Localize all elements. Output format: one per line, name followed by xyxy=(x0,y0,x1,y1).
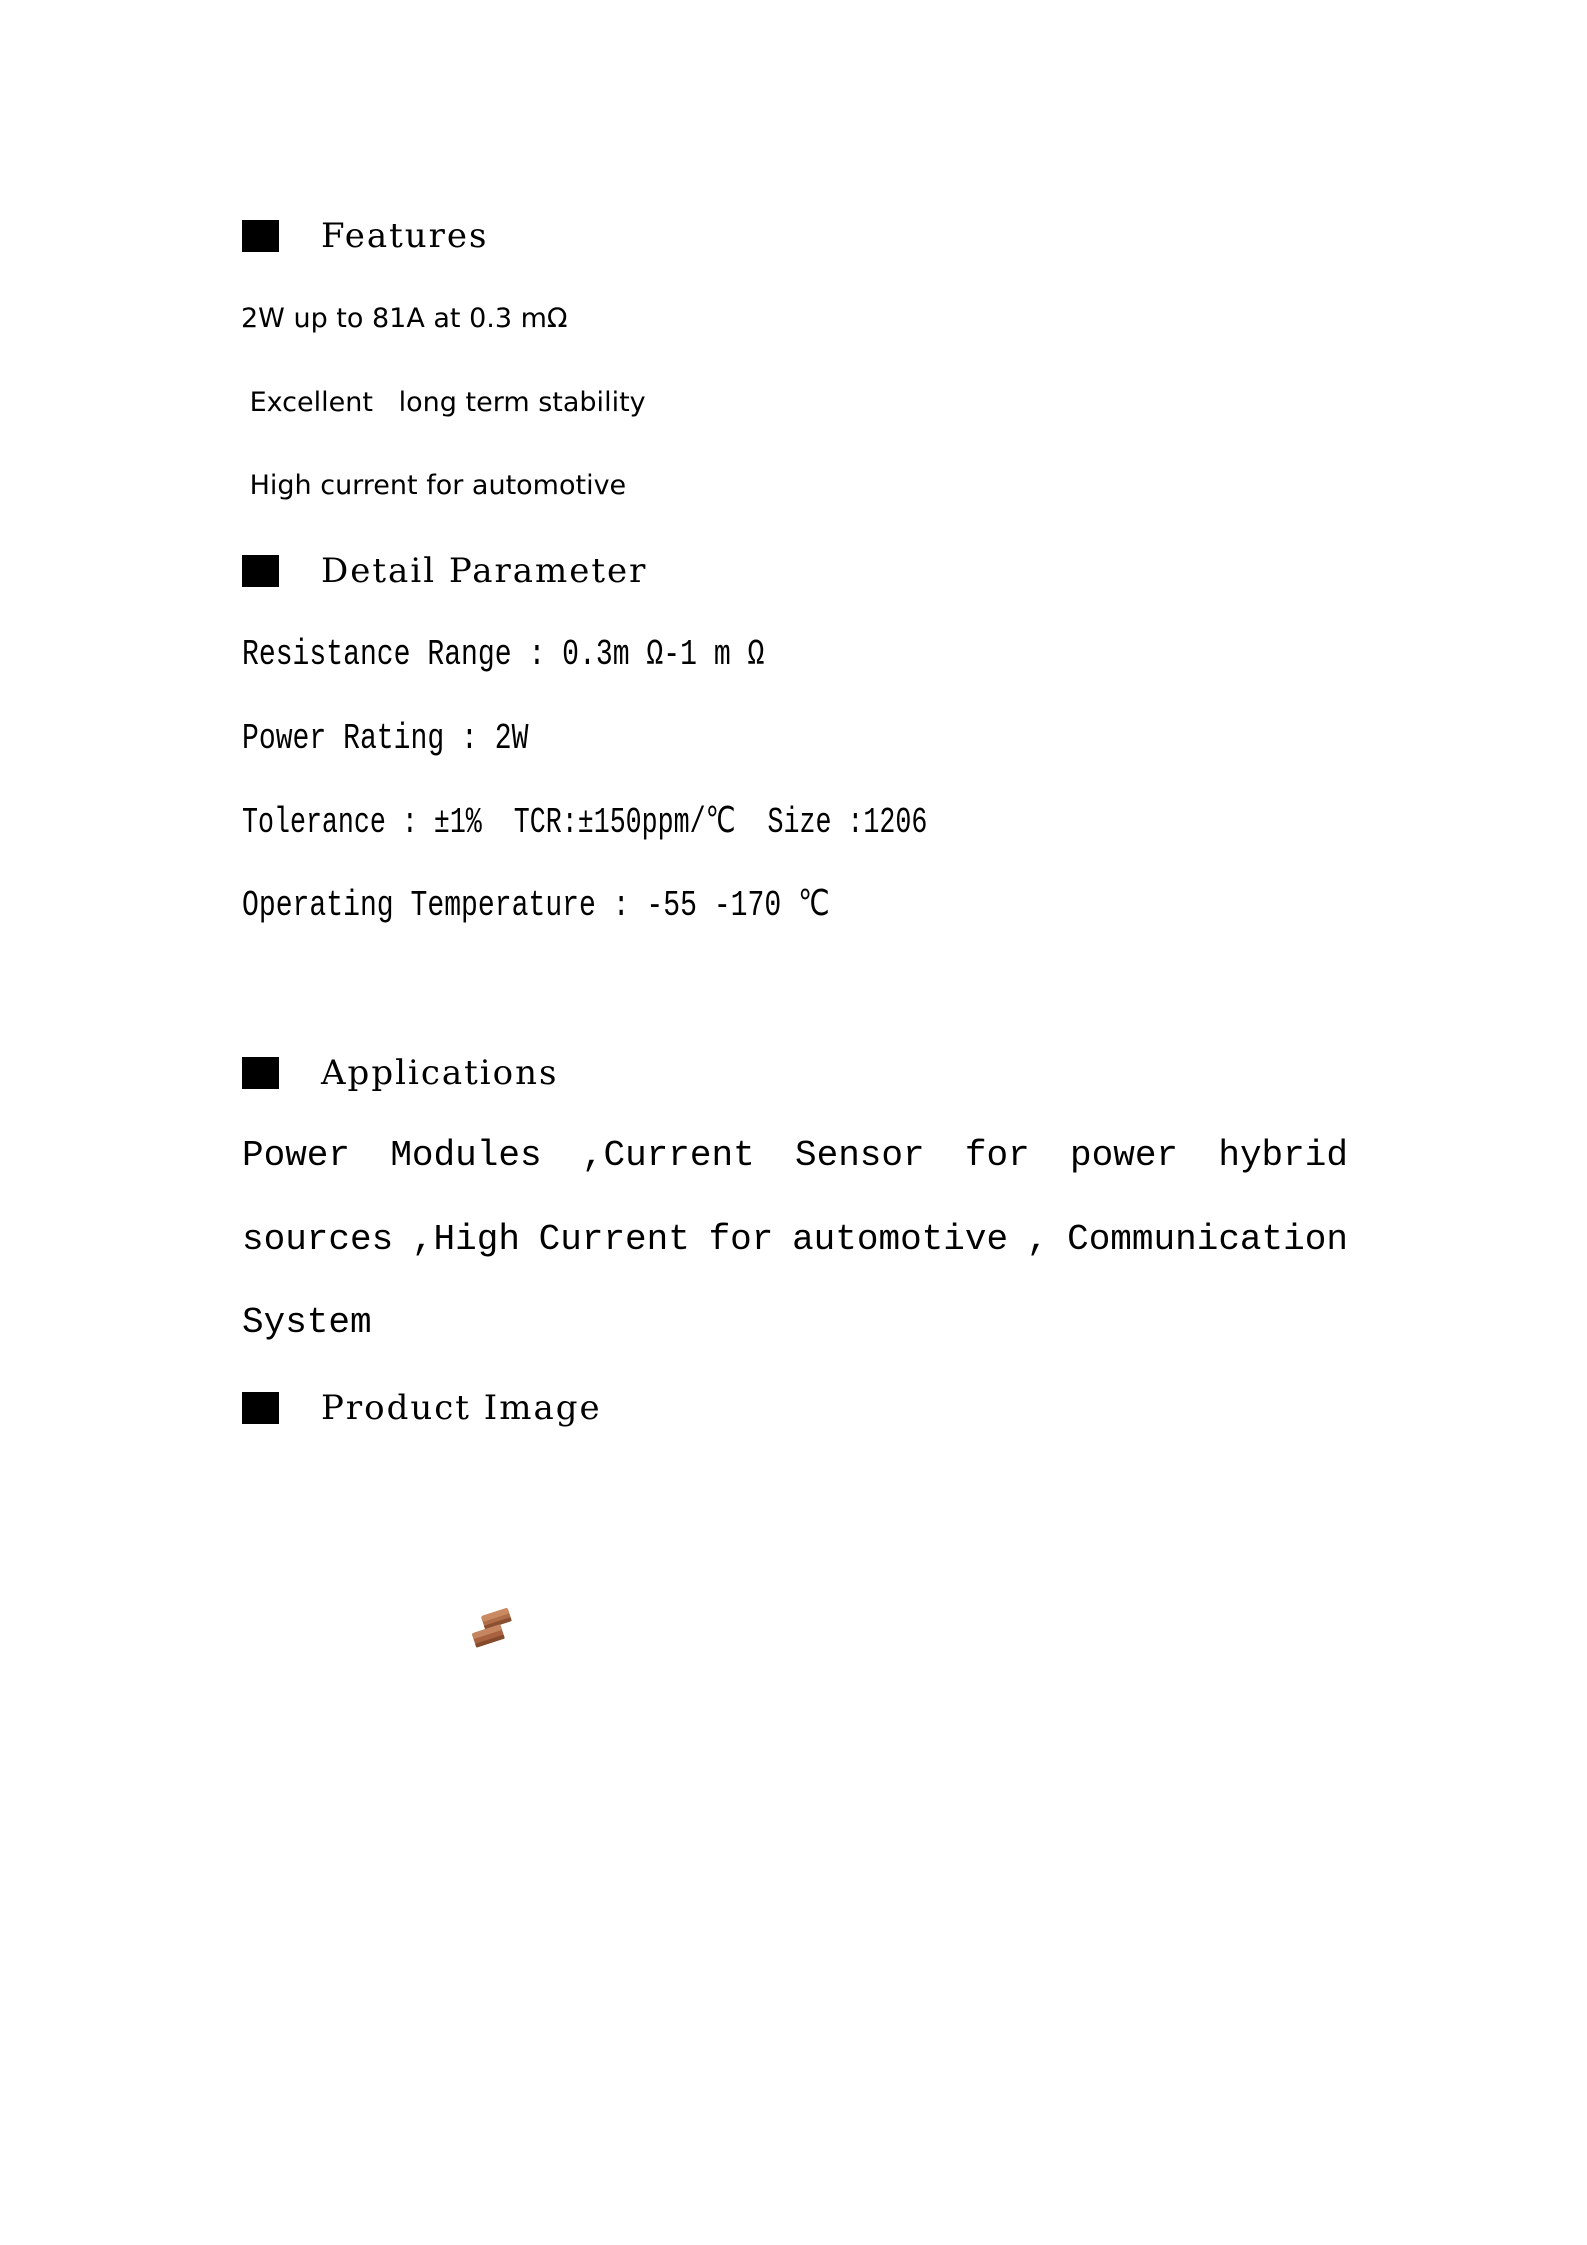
square-bullet-icon xyxy=(242,1392,279,1424)
applications-heading xyxy=(242,1053,559,1093)
square-bullet-icon xyxy=(242,555,279,587)
app-word: Power xyxy=(242,1135,351,1176)
square-bullet-icon xyxy=(242,220,279,252)
app-word: automotive xyxy=(792,1219,1009,1260)
operating-temperature: Operating Temperature : -55 -170 ℃ xyxy=(242,885,830,926)
resistor-chip-image xyxy=(466,1606,526,1656)
features-title: Features xyxy=(321,216,489,256)
resistor-chip-icon xyxy=(466,1606,526,1656)
app-word: Modules xyxy=(390,1135,542,1176)
app-word: , xyxy=(1026,1219,1049,1260)
app-word: Communication xyxy=(1067,1219,1348,1260)
app-word: hybrid xyxy=(1218,1135,1348,1176)
app-word: for xyxy=(708,1219,774,1260)
tolerance-tcr-size: Tolerance : ±1% TCR:±150ppm/℃ Size :1206 xyxy=(242,802,928,843)
app-word: ,Current xyxy=(581,1135,755,1176)
detail-parameter-title: Detail Parameter xyxy=(321,551,648,591)
app-word: for xyxy=(964,1135,1030,1176)
app-word: sources xyxy=(242,1219,394,1260)
applications-line-2 xyxy=(242,1220,1348,1260)
app-word: Current xyxy=(538,1219,690,1260)
detail-parameter-heading xyxy=(242,551,647,591)
resistance-range: Resistance Range : 0.3m Ω-1 m Ω xyxy=(242,634,765,675)
app-word: power xyxy=(1070,1135,1179,1176)
app-word: ,High xyxy=(411,1219,520,1260)
square-bullet-icon xyxy=(242,1057,279,1089)
power-rating: Power Rating : 2W xyxy=(242,718,529,759)
applications-line-3: System xyxy=(242,1302,372,1343)
applications-line-1 xyxy=(242,1136,1348,1176)
feature-item: 2W up to 81A at 0.3 mΩ xyxy=(241,303,568,334)
product-image-title: Product Image xyxy=(321,1388,602,1428)
app-word: Sensor xyxy=(794,1135,925,1176)
applications-title: Applications xyxy=(321,1053,559,1093)
features-heading xyxy=(242,216,489,256)
feature-item: Excellent long term stability xyxy=(241,387,646,418)
product-image-heading xyxy=(242,1388,602,1428)
feature-item: High current for automotive xyxy=(241,470,627,501)
